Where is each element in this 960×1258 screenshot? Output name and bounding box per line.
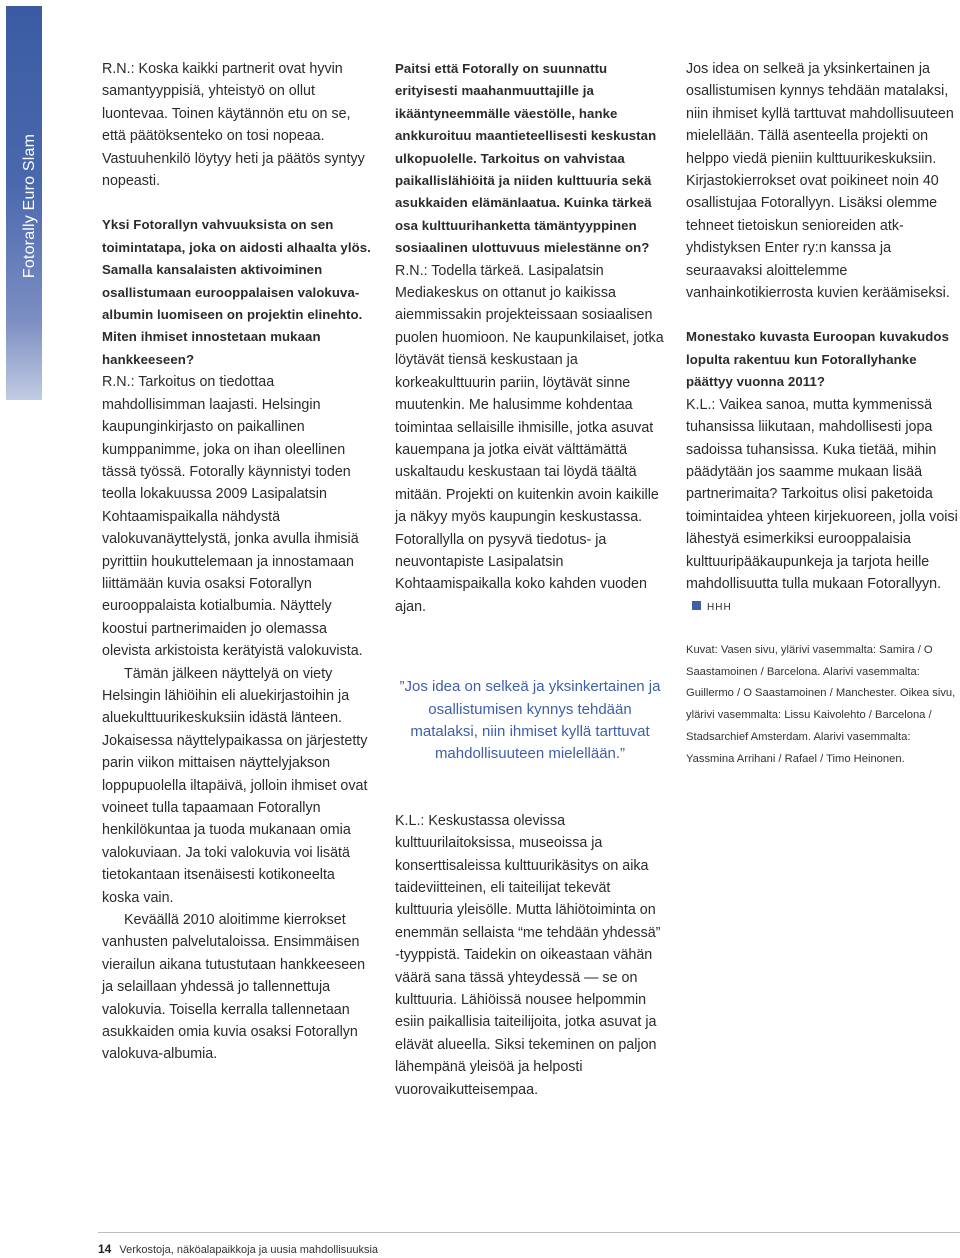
paragraph: R.N.: Tarkoitus on tiedottaa mahdollisimman laajasti. Helsingin kaupunginkirjasto on paikallinen kumppanimme, joka on ihan oleellinen tässä työssä. Fotorally käynnistyi toden teolla lokakuussa 2009 Lasipalatsin Kohtaamispaikalla nähdystä valokuvanäyttelystä, jonka avulla ihmisiä pyrittiin houkuttelemaan ja innostamaan liittämään kuvia osaksi Fotorallyn eurooppalaista kotialbumia. Näyttely koostui partnerimaiden jo olemassa olevista arkistoista kerätyistä valokuvista. [102, 374, 363, 660]
end-square-icon [692, 601, 701, 610]
photo-caption: Kuvat: Vasen sivu, ylärivi vasemmalta: Samira / O Saastamoinen / Barcelona. Alarivi vasemmalta: Guillermo / O Saastamoinen / Manchester. Oikea sivu, ylärivi vasemmalta: Lissu Kaivolehto / Barcelona / Stadsarchief Amsterdam. Alarivi vasemmalta: Yassmina Arrihani / Rafael / Timo Heinonen. [686, 643, 956, 765]
page-footer [98, 1242, 378, 1256]
column-3 [686, 58, 958, 771]
paragraph: R.N.: Koska kaikki partnerit ovat hyvin samantyyppisiä, yhteistyö on ollut luontevaa. Toinen käytännön etu on se, että päätöksenteko on tosi nopeaa. Vastuuhenkilö löytyy heti ja päätös syntyy nopeasti. [102, 61, 365, 190]
pull-quote: ”Jos idea on selkeä ja yksinkertainen ja osallistumisen kynnys tehdään matalaksi, niin ihmiset kyllä tarttuvat mahdollisuuteen mielellään.” [399, 678, 661, 763]
interview-question: Monestako kuvasta Euroopan kuvakudos lopulta rakentuu kun Fotorallyhanke päättyy vuonna 2011? [686, 329, 950, 390]
footer-title: Verkostoja, näköalapaikkoja ja uusia mahdollisuuksia [119, 1244, 379, 1256]
column-2 [395, 58, 665, 1101]
paragraph-text: K.L.: Vaikea sanoa, mutta kymmenissä tuhansissa liikutaan, mahdollisesti jopa sadoissa tuhansissa. Kuka tietää, mihin päädytään jos saamme mukaan lisää partnerimaita? Tarkoitus olisi paketoida toimintaidea yhteen kirjekuoreen, jolla voisi lähestyä esimerkiksi eurooppalaisia kulttuuripääkaupunkeja ja tarjota heille mahdollisuutta tulla mukaan Fotorallyyn. [686, 396, 958, 592]
page-number: 14 [98, 1242, 112, 1256]
footer-divider [98, 1232, 960, 1233]
sidebar-bar [6, 6, 42, 400]
paragraph-with-end-mark [686, 394, 958, 620]
paragraph: R.N.: Todella tärkeä. Lasipalatsin Mediakeskus on ottanut jo kaikissa aiemmissakin projekteissaan sosiaalisen puolen huomioon. Ne kaupunkilaiset, jotka löytävät tiensä keskustaan ja korkeakulttuurin pariin, löytävät sinne muutenkin. Me halusimme kohdentaa toimintaa sellaisille ihmisille, jotka asuvat kauempana ja jotka eivät välttämättä uskaltaudu keskustaan tai löydä täältä mitään. Projekti on kuitenkin avoin kaikille ja näkyy myös kaupungin keskustassa. Fotorallylla on pysyvä tiedotus- ja neuvontapiste Lasipalatsin Kohtaamispaikalla koko kahden vuoden ajan. [395, 262, 664, 615]
column-1 [102, 58, 372, 1066]
paragraph: Tämän jälkeen näyttelyä on viety Helsingin lähiöihin eli aluekirjastoihin ja aluekulttuurikeskuksiin idästä länteen. Jokaisessa näyttelypaikassa on järjestetty parin viikon mittaisen näyttelyjakson loppupuolella iltapäivä, jolloin ihmiset ovat voineet tulla tapaamaan Fotorallyn henkilökuntaa ja tuoda mukanaan omia valokuviaan. Ja toki valokuvia voi lisätä tietokantaan itsenäisesti kotikoneelta koska vain. [102, 665, 368, 906]
sidebar-label: Fotorally Euro Slam [21, 133, 38, 279]
paragraph: Jos idea on selkeä ja yksinkertainen ja osallistumisen kynnys tehdään matalaksi, niin ihmiset kyllä tarttuvat mahdollisuuteen mielellään. Tällä asenteella projekti on helppo viedä pieniin kulttuurikeskuksiin. Kirjastokierrokset ovat poikineet noin 40 osallistujaa Fotorallyyn. Lisäksi olemme tehneet tietoiskun senioreiden atk-yhdistyksen Enter ry:n kanssa ja seuraavaksi aloittelemme vanhainkotikierrosta kuvien keräämiseksi. [686, 61, 954, 302]
interview-question: Yksi Fotorallyn vahvuuksista on sen toimintatapa, joka on aidosti alhaalta ylös. Samalla kansalaisten aktivoiminen osallistumaan eurooppalaisen valokuva-albumin luomiseen on projektin elinehto. Miten ihmiset innostetaan mukaan hankkeeseen? [102, 217, 371, 367]
paragraph: K.L.: Keskustassa olevissa kulttuurilaitoksissa, museoissa ja konserttisaleissa kulttuurikäsitys on aika taideviitteinen, eli taiteilijat tekevät kulttuuria yleisölle. Mutta lähiötoiminta on enemmän sellaista “me tehdään yhdessä” -tyyppistä. Taidekin on oikeastaan vähän väärä sana tässä yhteydessä — se on kulttuuria. Lähiöissä nousee helpommin esiin paikallisia taiteilijoita, jotka asuvat ja elävät alueella. Siksi tekeminen on paljon lähempänä yleisöä ja helposti vuorovaikutteisempaa. [395, 812, 661, 1098]
author-signature: HHH [707, 602, 732, 614]
paragraph: Keväällä 2010 aloitimme kierrokset vanhusten palvelutaloissa. Ensimmäisen vierailun aikana tutustutaan hankkeeseen ja selaillaan yhdessä jo tallennettuja valokuvia. Toisella kerralla tallennetaan asukkaiden omia kuvia osaksi Fotorallyn valokuva-albumia. [102, 912, 366, 1063]
interview-question: Paitsi että Fotorally on suunnattu erityisesti maahanmuuttajille ja ikääntyneemmälle väestölle, hanke ankkuroituu maantieteellisesti keskustan ulkopuolelle. Tarkoitus on vahvistaa paikallislähiöitä ja niiden kulttuuria sekä asukkaiden elämänlaatua. Kuinka tärkeä osa kulttuurihanketta tämäntyyppinen sosiaalinen ulottuvuus mielestänne on? [395, 61, 657, 256]
